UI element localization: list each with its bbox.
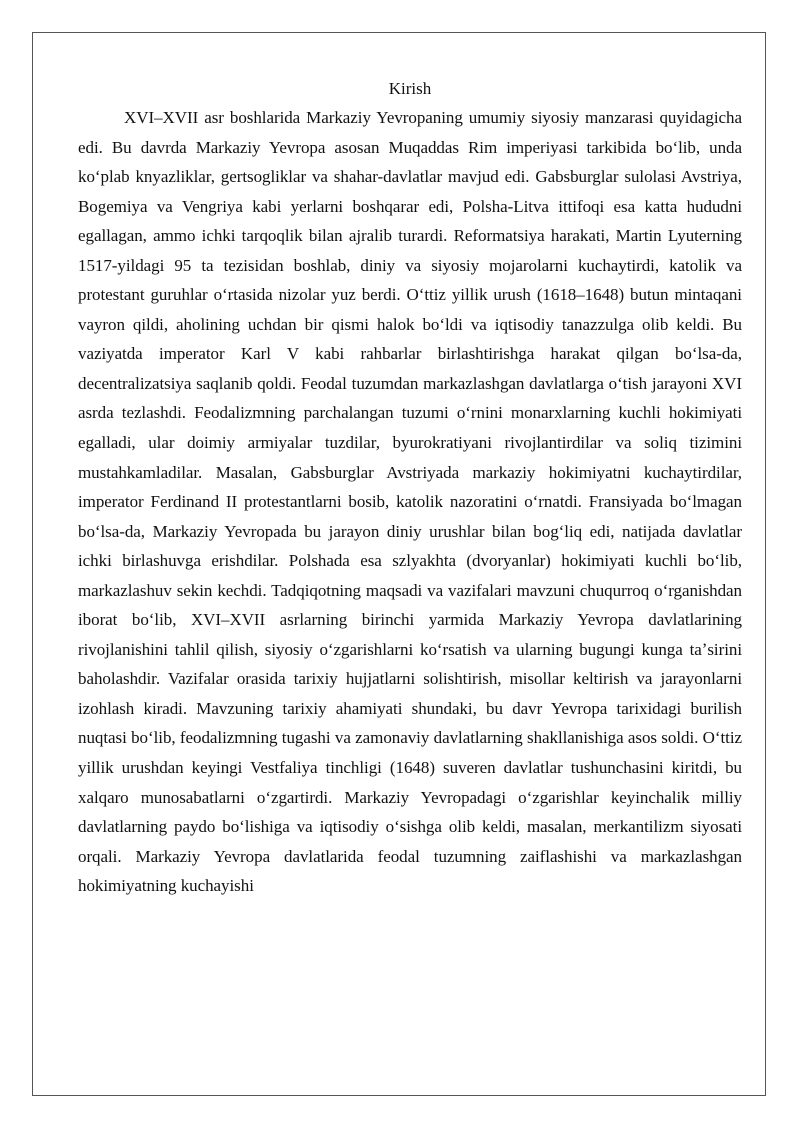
body-paragraph: XVI–XVII asr boshlarida Markaziy Yevropaning umumiy siyosiy manzarasi quyidagicha edi. Bu davrda Markaziy Yevropa asosan Muqaddas Rim imperiyasi tarkibida boʻlib, unda koʻplab knyazliklar, gertsogliklar va shahar-davlatlar mavjud edi. Gabsburglar sulolasi Avstriya, Bogemiya va Vengriya kabi yerlarni boshqarar edi, Polsha-Litva ittifoqi esa katta hududni egallagan, ammo ichki tarqoqlik bilan ajralib turardi. Reformatsiya harakati, Martin Lyuterning 1517-yildagi 95 ta tezisidan boshlab, diniy va siyosiy mojarolarni kuchaytirdi, katolik va protestant guruhlar oʻrtasida nizolar yuz berdi. Oʻttiz yillik urush (1618–1648) butun mintaqani vayron qildi, aholining uchdan bir qismi halok boʻldi va iqtisodiy tanazzulga olib keldi. Bu vaziyatda imperator Karl V kabi rahbarlar birlashtirishga harakat qilgan boʻlsa-da, decentralizatsiya saqlanib qoldi. Feodal tuzumdan markazlashgan davlatlarga oʻtish jarayoni XVI asrda tezlashdi. Feodalizmning parchalangan tuzumi oʻrnini monarxlarning kuchli hokimiyati egalladi, ular doimiy armiyalar tuzdilar, byurokratiyani rivojlantirdilar va soliq tizimini mustahkamladilar. Masalan, Gabsburglar Avstriyada markaziy hokimiyatni kuchaytirdilar, imperator Ferdinand II protestantlarni bosib, katolik nazoratini oʻrnatdi. Fransiyada boʻlmagan boʻlsa-da, Markaziy Yevropada bu jarayon diniy urushlar bilan bogʻliq edi, natijada davlatlar ichki birlashuvga erishdilar. Polshada esa szlyakhta (dvoryanlar) hokimiyati kuchli boʻlib, markazlashuv sekin kechdi. Tadqiqotning maqsadi va vazifalari mavzuni chuqurroq oʻrganishdan iborat boʻlib, XVI–XVII asrlarning birinchi yarmida Markaziy Yevropa davlatlarining rivojlanishini tahlil qilish, siyosiy oʻzgarishlarni koʻrsatish va ularning bugungi kunga taʼsirini baholashdir. Vazifalar orasida tarixiy hujjatlarni solishtirish, misollar keltirish va jarayonlarni izohlash kiradi. Mavzuning tarixiy ahamiyati shundaki, bu davr Yevropa tarixidagi burilish nuqtasi boʻlib, feodalizmning tugashi va zamonaviy davlatlarning shakllanishiga asos soldi. Oʻttiz yillik urushdan keyingi Vestfaliya tinchligi (1648) suveren davlatlar tushunchasini kiritdi, bu xalqaro munosabatlarni oʻzgartirdi. Markaziy Yevropadagi oʻzgarishlar keyinchalik milliy davlatlarning paydo boʻlishiga va iqtisodiy oʻsishga olib keldi, masalan, merkantilizm siyosati orqali. Markaziy Yevropa davlatlarida feodal tuzumning zaiflashishi va markazlashgan hokimiyatning kuchayishi — [78, 108, 742, 896]
document-title: Kirish — [388, 79, 432, 98]
document-body — [78, 74, 742, 901]
